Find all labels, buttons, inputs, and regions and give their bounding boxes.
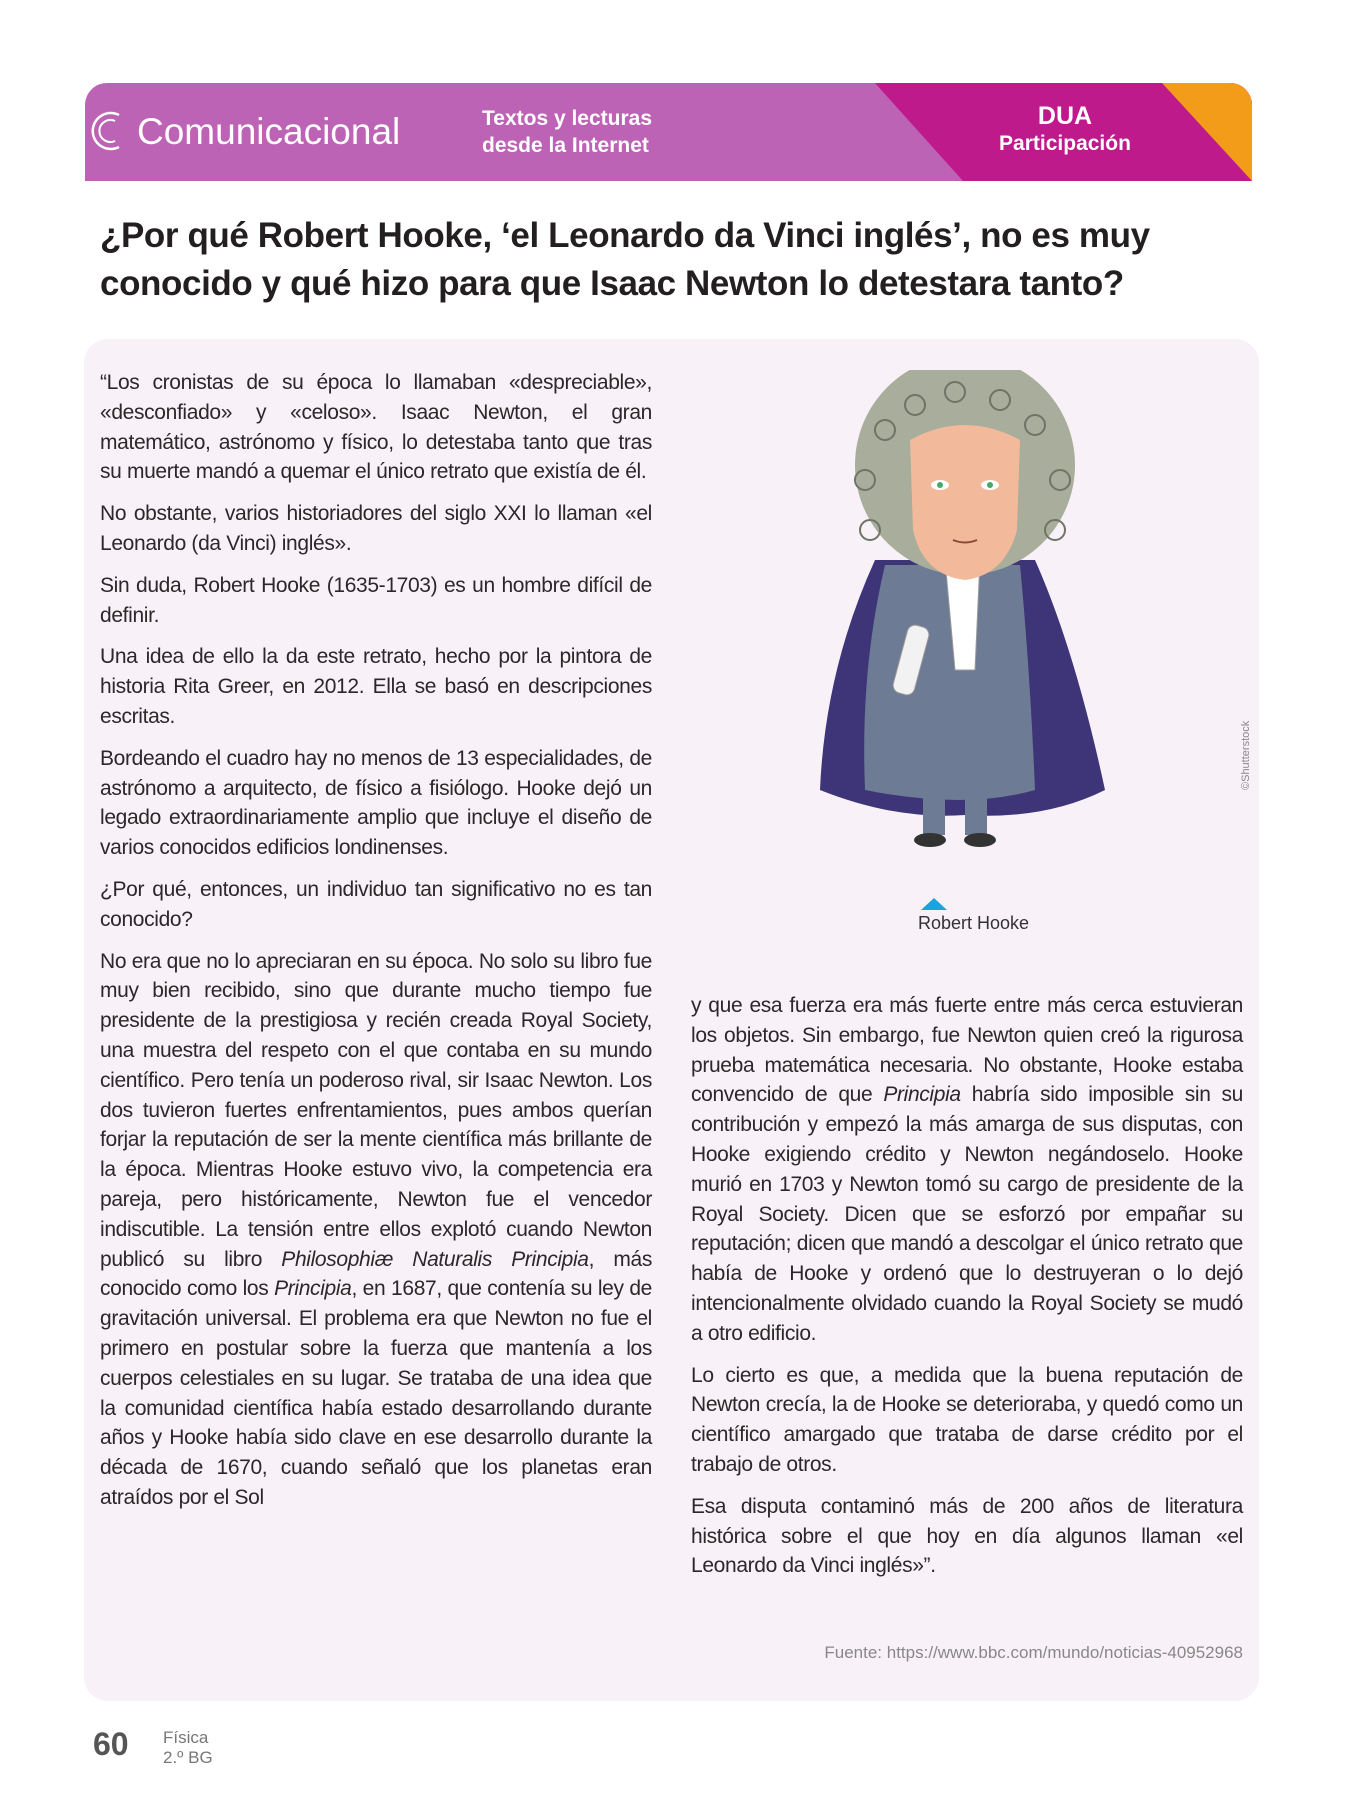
comunicacional-logo-icon	[87, 107, 127, 155]
footer-subject	[163, 1728, 213, 1768]
article-title: ¿Por qué Robert Hooke, ‘el Leonardo da Vinci inglés’, no es muy conocido y qué hizo para que Isaac Newton lo detestara tanto?	[100, 216, 1150, 303]
subject-name: Física	[163, 1728, 209, 1747]
paragraph: ¿Por qué, entonces, un individuo tan significativo no es tan conocido?	[100, 877, 652, 931]
section-header	[85, 83, 1252, 181]
paragraph	[100, 947, 652, 1513]
book-title: Principia	[883, 1083, 961, 1107]
right-column	[691, 991, 1243, 1593]
caption-marker-icon	[921, 898, 947, 910]
paragraph: Una idea de ello la da este retrato, hecho por la pintora de historia Rita Greer, en 2012. Ella se basó en descripciones escritas.	[100, 645, 652, 728]
paragraph	[691, 991, 1243, 1349]
section-line-1: Textos y lecturas	[482, 107, 653, 130]
text: No era que no lo apreciaran en su época. No solo su libro fue muy bien recibido, sino que durante mucho tiempo fue presidente de la prestigiosa y recién creada Royal Society, una muestra del respeto con el que contaba en su mundo científico. Pero tenía un poderoso rival, sir Isaac Newton. Los dos tuvieron fuertes enfrentamientos, pues ambos querían forjar la reputación de ser la mente científica más brillante de la época. Mientras Hooke estuvo vivo, la competencia era pareja, pero históricamente, Newton fue el vencedor indiscutible. La tensión entre ellos explotó cuando Newton publicó su libro	[100, 949, 652, 1271]
dua-label	[965, 103, 1165, 157]
image-credit: ©Shutterstock	[1240, 720, 1252, 790]
dua-subtitle: Participación	[999, 132, 1131, 155]
figure-caption: Robert Hooke	[918, 913, 1030, 933]
brand-name: Comunicacional	[137, 111, 401, 152]
text: habría sido imposible sin su contribución y empezó la más amarga de sus disputas, con Hooke exigiendo crédito y Newton negándoselo. Hooke murió en 1703 y Newton tomó su cargo de presidente de la Royal Society. Dicen que se esforzó por empañar su reputación; dicen que mandó a descolgar el único retrato que había de Hooke y ordenó que lo destruyeran o lo dejó intencionalmente olvidado cuando la Royal Society se mudó a otro edificio.	[691, 1083, 1244, 1345]
book-title: Principia	[274, 1277, 352, 1301]
source-link[interactable]: Fuente: https://www.bbc.com/mundo/noticias-40952968	[824, 1643, 1243, 1662]
section-line-2: desde la Internet	[482, 134, 649, 157]
paragraph: Bordeando el cuadro hay no menos de 13 especialidades, de astrónomo a arquitecto, de físico a fisiólogo. Hooke dejó un legado extraordinariamente amplio que incluye el diseño de varios conocidos edificios londinenses.	[100, 746, 652, 860]
paragraph: Lo cierto es que, a medida que la buena reputación de Newton crecía, la de Hooke se deterioraba, y quedó como un científico amargado que trataba de darse crédito por el trabajo de otros.	[691, 1363, 1243, 1476]
book-title: Philosophiæ Naturalis Principia	[281, 1247, 589, 1271]
left-column	[100, 368, 652, 1525]
robert-hooke-illustration	[805, 370, 1125, 885]
text: , en 1687, que contenía su ley de gravitación universal. El problema era que Newton no fue el primero en postular sobre la fuerza que mantenía a los cuerpos celestiales en su lugar. Se trataba de una idea que la comunidad científica había estado desarrollando durante años y Hooke había sido clave en ese desarrollo durante la década de 1670, cuando señaló que los planetas eran atraídos por el Sol	[100, 1277, 652, 1509]
dua-title: DUA	[1037, 102, 1093, 130]
paragraph: Esa disputa contaminó más de 200 años de literatura histórica sobre el que hoy en día algunos llaman «el Leonardo da Vinci inglés»”.	[691, 1494, 1243, 1578]
paragraph: Sin duda, Robert Hooke (1635-1703) es un hombre difícil de definir.	[100, 573, 652, 627]
text: , más conocido como los	[100, 1247, 653, 1301]
text: y que esa fuerza era más fuerte entre más cerca estuvieran los objetos. Sin embargo, fue Newton quien creó la rigurosa prueba matemática necesaria. No obstante, Hooke estaba convencido de que	[691, 994, 1243, 1107]
grade-level: 2.º BG	[163, 1748, 213, 1767]
section-label	[482, 105, 652, 159]
paragraph: No obstante, varios historiadores del siglo XXI lo llaman «el Leonardo (da Vinci) inglés».	[100, 502, 652, 555]
page-number: 60	[93, 1726, 129, 1762]
paragraph: “Los cronistas de su época lo llamaban «despreciable», «desconfiado» y «celoso». Isaac Newton, el gran matemático, astrónomo y físico, lo detestaba tanto que tras su muerte mandó a quemar el único retrato que existía de él.	[100, 371, 652, 484]
